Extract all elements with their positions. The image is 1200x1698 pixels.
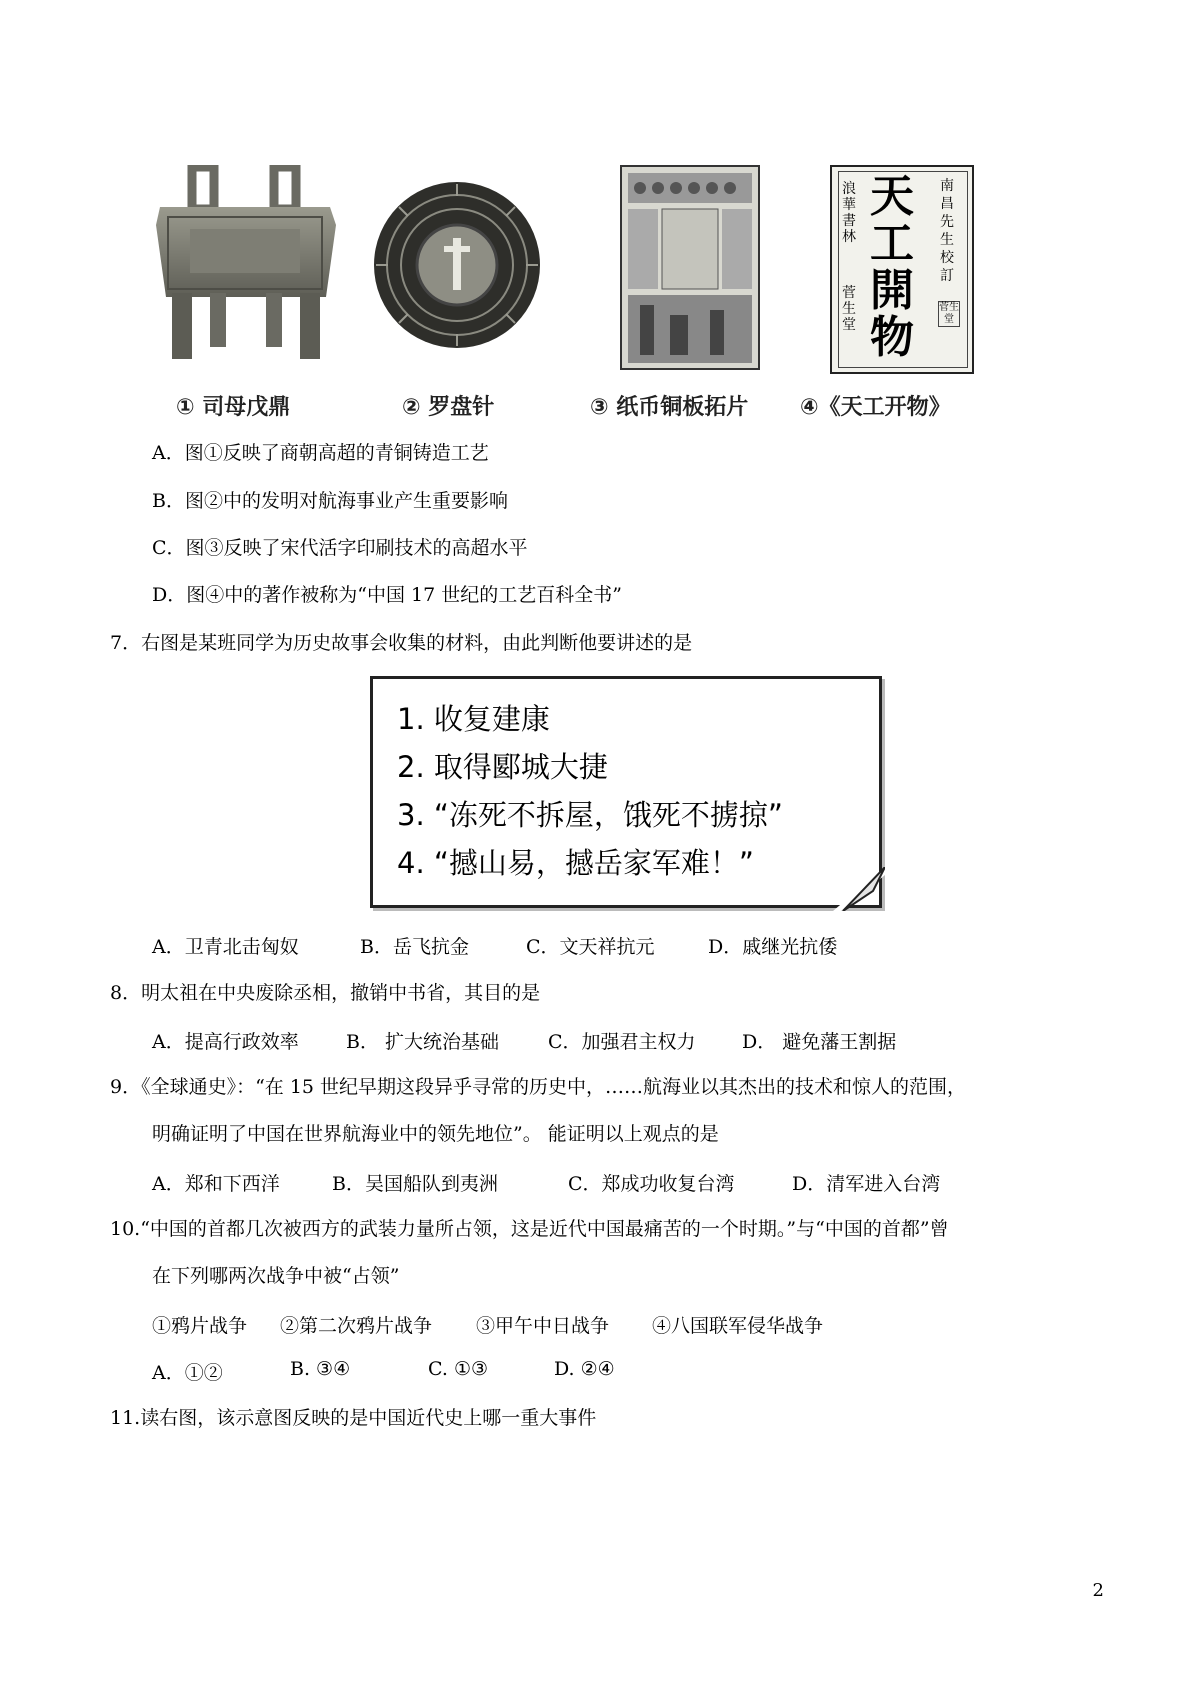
page-curl-icon — [833, 867, 885, 911]
book-cover-image — [832, 167, 972, 372]
q9-stem-line1: 9．《全球通史》：“在 15 世纪早期这段异乎寻常的历史中，……航海业以其杰出的技术和惊人的范围， — [110, 1076, 967, 1098]
page-number: 2 — [1092, 1580, 1104, 1601]
q7-option-c: C．文天祥抗元 — [526, 936, 655, 958]
figure-3 — [620, 165, 760, 370]
q8-stem: 8．明太祖在中央废除丞相，撤销中书省，其目的是 — [110, 982, 541, 1004]
q10-stem-line1: 10.“中国的首都几次被西方的武装力量所占领，这是近代中国最痛苦的一个时期。”与“中国的首都”曾 — [110, 1218, 949, 1240]
q7-option-d: D．戚继光抗倭 — [708, 936, 838, 958]
q10-option-c: C. ①③ — [428, 1358, 489, 1380]
q10-option-b: B. ③④ — [290, 1358, 351, 1380]
q8-option-b: B． 扩大统治基础 — [346, 1031, 500, 1053]
cover-left-col2: 菅生堂 — [842, 285, 856, 333]
bronze-ding-image — [150, 165, 340, 365]
q6-option-c: C．图③反映了宋代活字印刷技术的高超水平 — [152, 537, 528, 559]
paper-money-image — [620, 165, 760, 370]
q7-option-b: B．岳飞抗金 — [360, 936, 469, 958]
compass-image — [372, 180, 542, 350]
q9-option-d: D．清军进入台湾 — [792, 1173, 941, 1195]
figure-1 — [150, 165, 340, 365]
q10-option-a: A．①② — [152, 1362, 223, 1384]
q6-option-b: B．图②中的发明对航海事业产生重要影响 — [152, 490, 508, 512]
q8-option-d: D． 避免藩王割据 — [742, 1031, 897, 1053]
card-item-1: 1. 收复建康 — [397, 702, 550, 736]
q11-stem: 11.读右图，该示意图反映的是中国近代史上哪一重大事件 — [110, 1407, 597, 1429]
card-item-4: 4. “撼山易，撼岳家军难！” — [397, 846, 754, 880]
q10-option-d: D. ②④ — [554, 1358, 615, 1380]
figure-4 — [830, 165, 974, 374]
cover-title: 天工開物 — [870, 171, 914, 363]
q7-option-a: A．卫青北击匈奴 — [152, 936, 299, 958]
q10-item-1: ①鸦片战争 — [152, 1315, 248, 1337]
q9-option-b: B．吴国船队到夷洲 — [332, 1173, 498, 1195]
figure-caption-1: ① 司母戊鼎 — [176, 395, 291, 420]
q10-item-3: ③甲午中日战争 — [476, 1315, 610, 1337]
q6-option-d: D．图④中的著作被称为“中国 17 世纪的工艺百科全书” — [152, 584, 622, 606]
q6-option-a: A．图①反映了商朝高超的青铜铸造工艺 — [152, 442, 489, 464]
cover-left-col: 浪華書林 — [842, 181, 856, 245]
q10-item-4: ④八国联军侵华战争 — [652, 1315, 824, 1337]
q10-item-2: ②第二次鸦片战争 — [280, 1315, 433, 1337]
figure-caption-2: ② 罗盘针 — [402, 395, 495, 420]
q8-option-c: C．加强君主权力 — [548, 1031, 696, 1053]
figure-caption-3: ③ 纸币铜板拓片 — [590, 395, 749, 420]
cover-seal: 菅生堂 — [939, 302, 959, 325]
card-item-3: 3. “冻死不拆屋，饿死不掳掠” — [397, 798, 783, 832]
material-card — [370, 676, 882, 908]
q8-option-a: A．提高行政效率 — [152, 1031, 299, 1053]
q7-stem: 7．右图是某班同学为历史故事会收集的材料，由此判断他要讲述的是 — [110, 632, 693, 654]
figure-caption-4: ④《天工开物》 — [800, 395, 951, 420]
card-item-2: 2. 取得郾城大捷 — [397, 750, 608, 784]
q10-stem-line2: 在下列哪两次战争中被“占领” — [152, 1265, 400, 1287]
q9-option-a: A．郑和下西洋 — [152, 1173, 280, 1195]
figure-2 — [372, 180, 542, 350]
cover-right-col: 南昌先生校訂 — [940, 178, 954, 284]
q9-stem-line2: 明确证明了中国在世界航海业中的领先地位”。 能证明以上观点的是 — [152, 1123, 719, 1145]
q9-option-c: C．郑成功收复台湾 — [568, 1173, 735, 1195]
